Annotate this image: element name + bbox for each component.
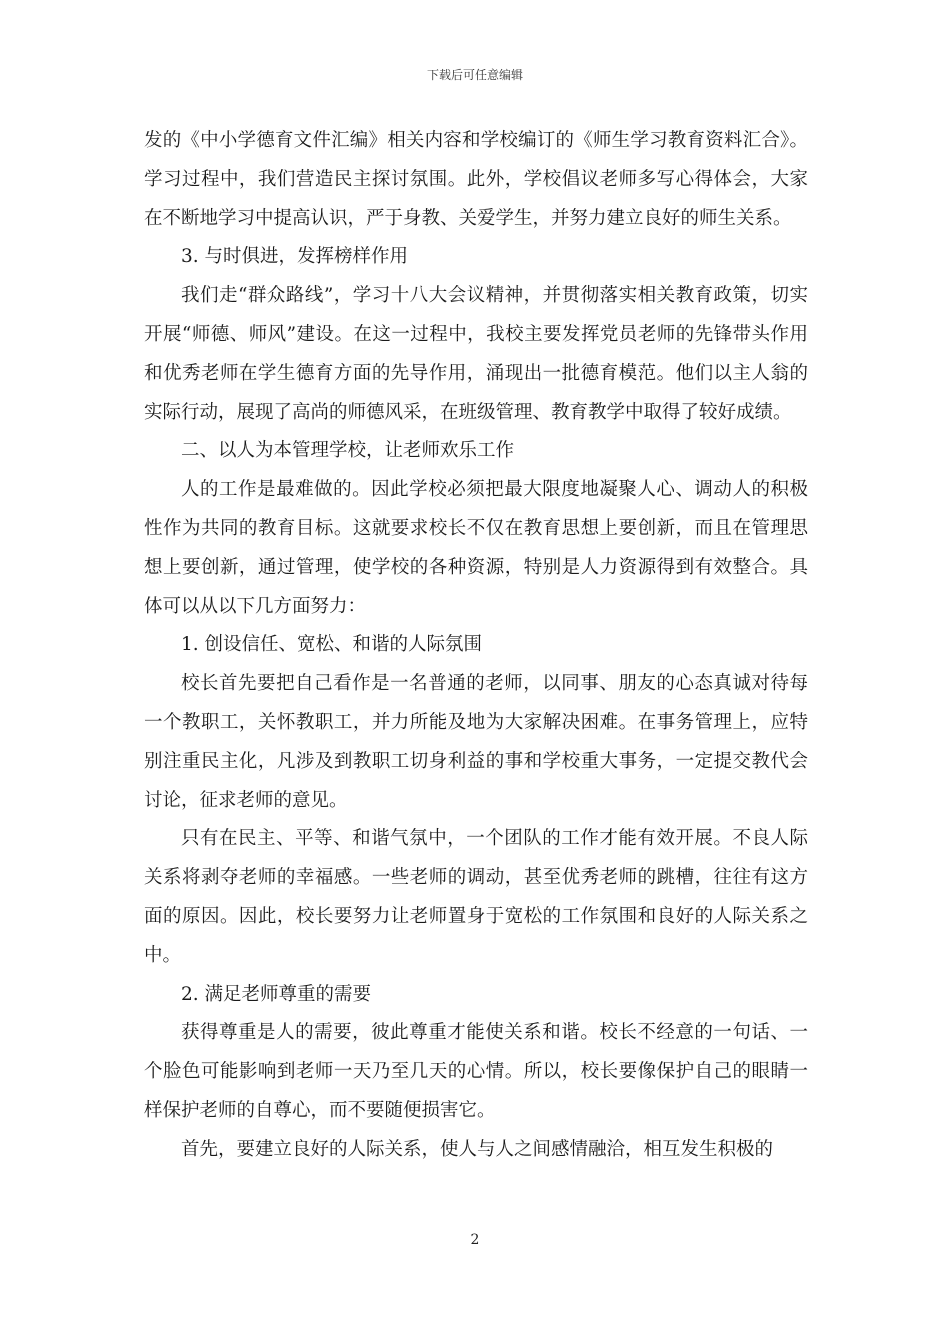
paragraph: 校长首先要把自己看作是一名普通的老师，以同事、朋友的心态真诚对待每一个教职工，关怀教职工，并力所能及地为大家解决困难。在事务管理上，应特别注重民主化，凡涉及到教职工切身利益的事和学校重大事务，一定提交教代会讨论，征求老师的意见。 (144, 673, 808, 811)
paragraph: 我们走“群众路线”，学习十八大会议精神，并贯彻落实相关教育政策，切实开展“师德、师风”建设。在这一过程中，我校主要发挥党员老师的先锋带头作用和优秀老师在学生德育方面的先导作用，涌现出一批德育模范。他们以主人翁的实际行动，展现了高尚的师德风采，在班级管理、教育教学中取得了较好成绩。 (144, 285, 808, 423)
page-header: 下载后可任意编辑 (426, 68, 523, 82)
paragraph: 人的工作是最难做的。因此学校必须把最大限度地凝聚人心、调动人的积极性作为共同的教育目标。这就要求校长不仅在教育思想上要创新，而且在管理思想上要创新，通过管理，使学校的各种资源，特别是人力资源得到有效整合。具体可以从以下几方面努力： (144, 479, 808, 617)
paragraph: 获得尊重是人的需要，彼此尊重才能使关系和谐。校长不经意的一句话、一个脸色可能影响到老师一天乃至几天的心情。所以，校长要像保护自己的眼睛一样保护老师的自尊心，而不要随便损害它。 (144, 1022, 808, 1121)
paragraph: 首先，要建立良好的人际关系，使人与人之间感情融洽，相互发生积极的 (181, 1138, 774, 1160)
document-body (144, 122, 808, 1170)
section-heading: 2. 满足老师尊重的需要 (181, 983, 372, 1005)
paragraph-continued: 发的《中小学德育文件汇编》相关内容和学校编订的《师生学习教育资料汇合》。学习过程中，我们营造民主探讨氛围。此外，学校倡议老师多写心得体会，大家在不断地学习中提高认识，严于身教、关爱学生，并努力建立良好的师生关系。 (144, 130, 808, 229)
section-heading: 3. 与时俱进，发挥榜样作用 (181, 246, 409, 268)
section-heading: 1. 创设信任、宽松、和谐的人际氛围 (181, 634, 483, 656)
paragraph: 只有在民主、平等、和谐气氛中，一个团队的工作才能有效开展。不良人际关系将剥夺老师的幸福感。一些老师的调动，甚至优秀老师的跳槽，往往有这方面的原因。因此，校长要努力让老师置身于宽松的工作氛围和良好的人际关系之中。 (144, 828, 808, 966)
section-heading: 二、以人为本管理学校，让老师欢乐工作 (181, 440, 515, 462)
page-number: 2 (470, 1232, 480, 1248)
